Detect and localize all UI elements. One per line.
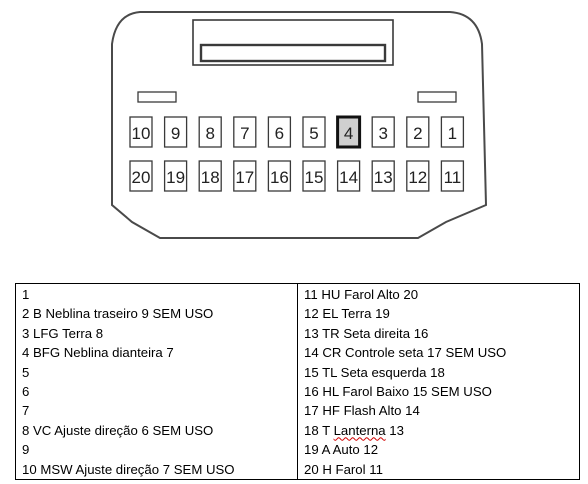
- pin-16-label: 16: [269, 168, 289, 187]
- pin-entry: 6: [22, 383, 30, 399]
- pin-6-label: 6: [274, 124, 285, 143]
- entry-prefix: 18 T: [304, 422, 334, 438]
- pin-15-label: 15: [304, 168, 324, 187]
- pin-entry: 12 EL Terra 19: [304, 306, 390, 322]
- pin-entry: 1: [22, 287, 30, 302]
- pin-entry: 13 TR Seta direita 16: [304, 325, 429, 341]
- pin-entry: 11 HU Farol Alto 20: [304, 287, 419, 302]
- pin-10-label: 10: [131, 124, 151, 143]
- pin-entry: 9: [22, 442, 30, 458]
- pin-8-label: 8: [205, 124, 215, 143]
- pin-entry: 4 BFG Neblina dianteira 7: [22, 345, 174, 361]
- pin-18-label: 18: [200, 168, 220, 187]
- pin-12-label: 12: [408, 168, 428, 187]
- latch-slot: [201, 45, 385, 61]
- pin-entry: 10 MSW Ajuste direção 7 SEM USO: [22, 461, 235, 477]
- pin-1-label: 1: [447, 124, 458, 143]
- pin-entry: 15 TL Seta esquerda 18: [304, 364, 445, 380]
- pin-9-label: 9: [170, 124, 181, 143]
- pin-20-label: 20: [131, 168, 151, 187]
- pin-5-label: 5: [309, 124, 319, 143]
- pin-entry: 19 A Auto 12: [304, 442, 379, 458]
- pin-13-label: 13: [373, 168, 393, 187]
- pin-4-label: 4: [343, 124, 354, 143]
- pin-entry: 16 HL Farol Baixo 15 SEM USO: [304, 383, 492, 399]
- key-tab-right: [418, 92, 456, 102]
- pin-entry: 5: [22, 364, 30, 380]
- pin-17-label: 17: [235, 168, 255, 187]
- pin-19-label: 19: [166, 168, 186, 187]
- pin-11-label: 11: [443, 168, 462, 187]
- pin-entry: 14 CR Controle seta 17 SEM USO: [304, 345, 507, 361]
- pin-column-right: [298, 284, 580, 480]
- key-tab-left: [138, 92, 176, 102]
- pin-2-label: 2: [413, 124, 423, 143]
- pin-3-label: 3: [378, 124, 388, 143]
- pin-entry: 3 LFG Terra 8: [22, 325, 104, 341]
- pin-entry: 20 H Farol 11: [304, 461, 383, 477]
- pin-7-label: 7: [240, 124, 250, 143]
- pin-entry: [304, 421, 579, 440]
- pin-14-label: 14: [339, 168, 359, 187]
- pin-column-left: [16, 284, 298, 480]
- pin-assignment-table: [15, 283, 580, 480]
- pin-entry: 7: [22, 403, 30, 419]
- pin-entry: 2 B Neblina traseiro 9 SEM USO: [22, 306, 214, 322]
- pin-entry: 8 VC Ajuste direção 6 SEM USO: [22, 422, 214, 438]
- entry-suffix: 13: [385, 422, 404, 438]
- pin-entry: 17 HF Flash Alto 14: [304, 403, 420, 419]
- entry-flagged-word: Lanterna: [333, 422, 386, 438]
